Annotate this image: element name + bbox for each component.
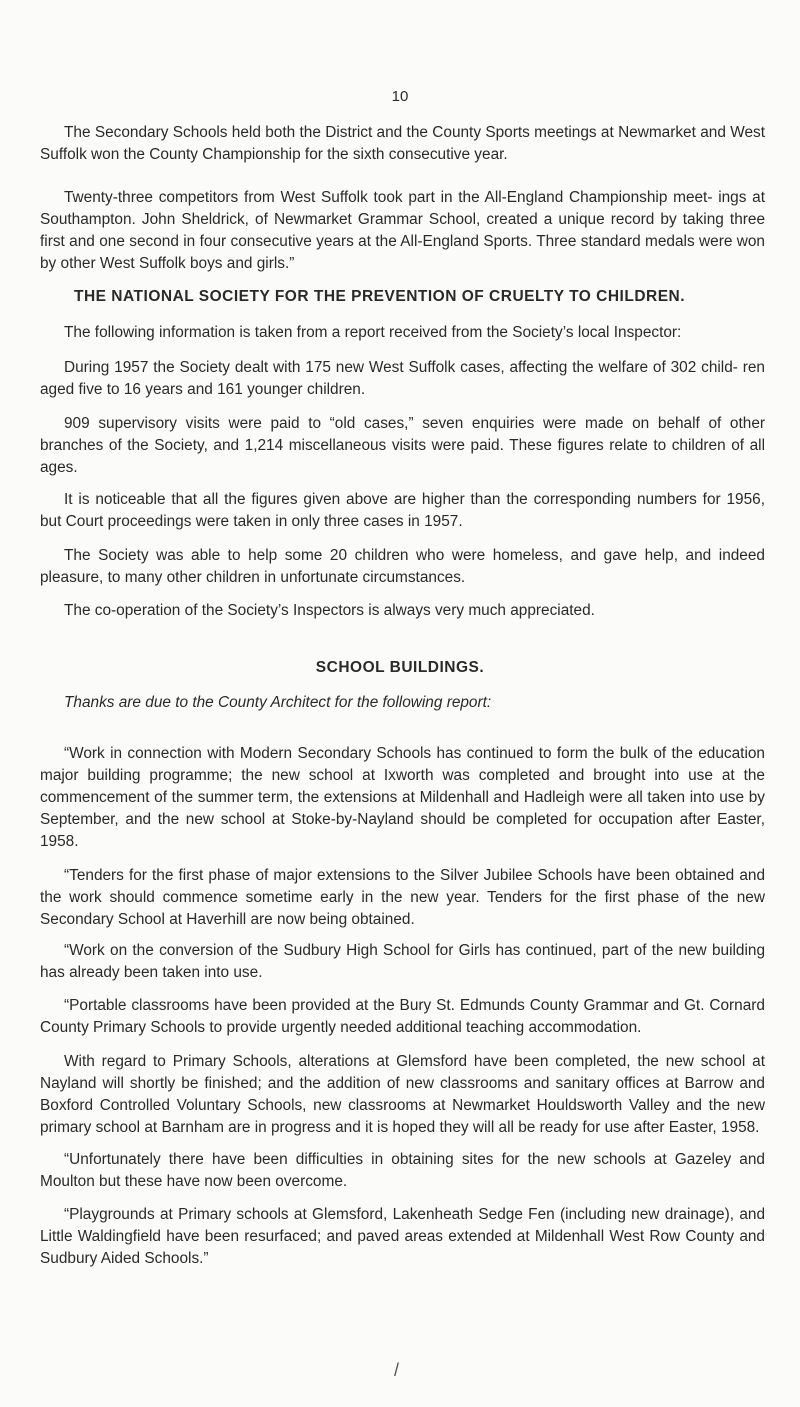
nspcc-paragraph-3: 909 supervisory visits were paid to “old cases,” seven enquiries were made on behalf of other branches of the Society, and 1,214 miscellaneous visits were paid. These figures relate to children of all ages. bbox=[40, 415, 765, 476]
nspcc-paragraph-2: During 1957 the Society dealt with 175 new West Suffolk cases, affecting the welfare of 302 child- ren aged five to 16 years and 161 younger children. bbox=[40, 359, 765, 398]
school-buildings-paragraph-3: “Work on the conversion of the Sudbury High School for Girls has continued, part of the new building has already been taken into use. bbox=[40, 942, 765, 981]
nspcc-paragraph-5: The Society was able to help some 20 children who were homeless, and gave help, and indeed pleasure, to many other children in unfortunate circumstances. bbox=[40, 547, 765, 586]
nspcc-heading: THE NATIONAL SOCIETY FOR THE PREVENTION OF CRUELTY TO CHILDREN. bbox=[74, 288, 686, 305]
school-buildings-paragraph-7: “Playgrounds at Primary schools at Glemsford, Lakenheath Sedge Fen (including new drainage), and Little Waldingfield have been resurfaced; and paved areas extended at Mildenhall West Row County and Sudbury Aided Schools.” bbox=[40, 1206, 765, 1267]
stray-pen-mark: / bbox=[394, 1360, 400, 1380]
school-buildings-paragraph-2: “Tenders for the first phase of major extensions to the Silver Jubilee Schools have been obtained and the work should commence sometime early in the new year. Tenders for the first phase of the new Secondary School at Haverhill are now being obtained. bbox=[40, 867, 765, 928]
school-buildings-paragraph-6: “Unfortunately there have been difficulties in obtaining sites for the new schools at Gazeley and Moulton but these have now been overcome. bbox=[40, 1151, 765, 1190]
nspcc-paragraph-4: It is noticeable that all the figures given above are higher than the corresponding numbers for 1956, but Court proceedings were taken in only three cases in 1957. bbox=[40, 491, 765, 530]
sports-paragraph-1: The Secondary Schools held both the District and the County Sports meetings at Newmarket and West Suffolk won the County Championship for the sixth consecutive year. bbox=[40, 124, 765, 163]
school-buildings-intro: Thanks are due to the County Architect for the following report: bbox=[64, 694, 492, 711]
sports-paragraph-2: Twenty-three competitors from West Suffolk took part in the All-England Championship meet- ings at Southampton. John Sheldrick, of Newmarket Grammar School, created a unique record by taking three first and one second in four consecutive years at the All-England Sports. Three standard medals were won by other West Suffolk boys and girls.” bbox=[40, 189, 765, 272]
page-number: 10 bbox=[391, 88, 409, 105]
school-buildings-paragraph-1: “Work in connection with Modern Secondary Schools has continued to form the bulk of the education major building programme; the new school at Ixworth was completed and brought into use at the commencement of the summer term, the extensions at Mildenhall and Hadleigh were all taken into use by September, and the new school at Stoke-by-Nayland should be completed for occupation after Easter, 1958. bbox=[40, 745, 765, 850]
nspcc-paragraph-1: The following information is taken from a report received from the Society’s local Inspector: bbox=[64, 324, 682, 341]
nspcc-paragraph-6: The co-operation of the Society’s Inspectors is always very much appreciated. bbox=[64, 602, 595, 619]
school-buildings-paragraph-4: “Portable classrooms have been provided at the Bury St. Edmunds County Grammar and Gt. Cornard County Primary Schools to provide urgently needed additional teaching accommodation. bbox=[40, 997, 765, 1036]
school-buildings-heading: SCHOOL BUILDINGS. bbox=[315, 659, 485, 676]
school-buildings-paragraph-5: With regard to Primary Schools, alterations at Glemsford have been completed, the new school at Nayland will shortly be finished; and the addition of new classrooms and sanitary offices at Barrow and Boxford Controlled Voluntary Schools, new classrooms at Newmarket Houldsworth Valley and the new primary school at Barnham are in progress and it is hoped they will all be ready for use after Easter, 1958. bbox=[40, 1053, 765, 1136]
